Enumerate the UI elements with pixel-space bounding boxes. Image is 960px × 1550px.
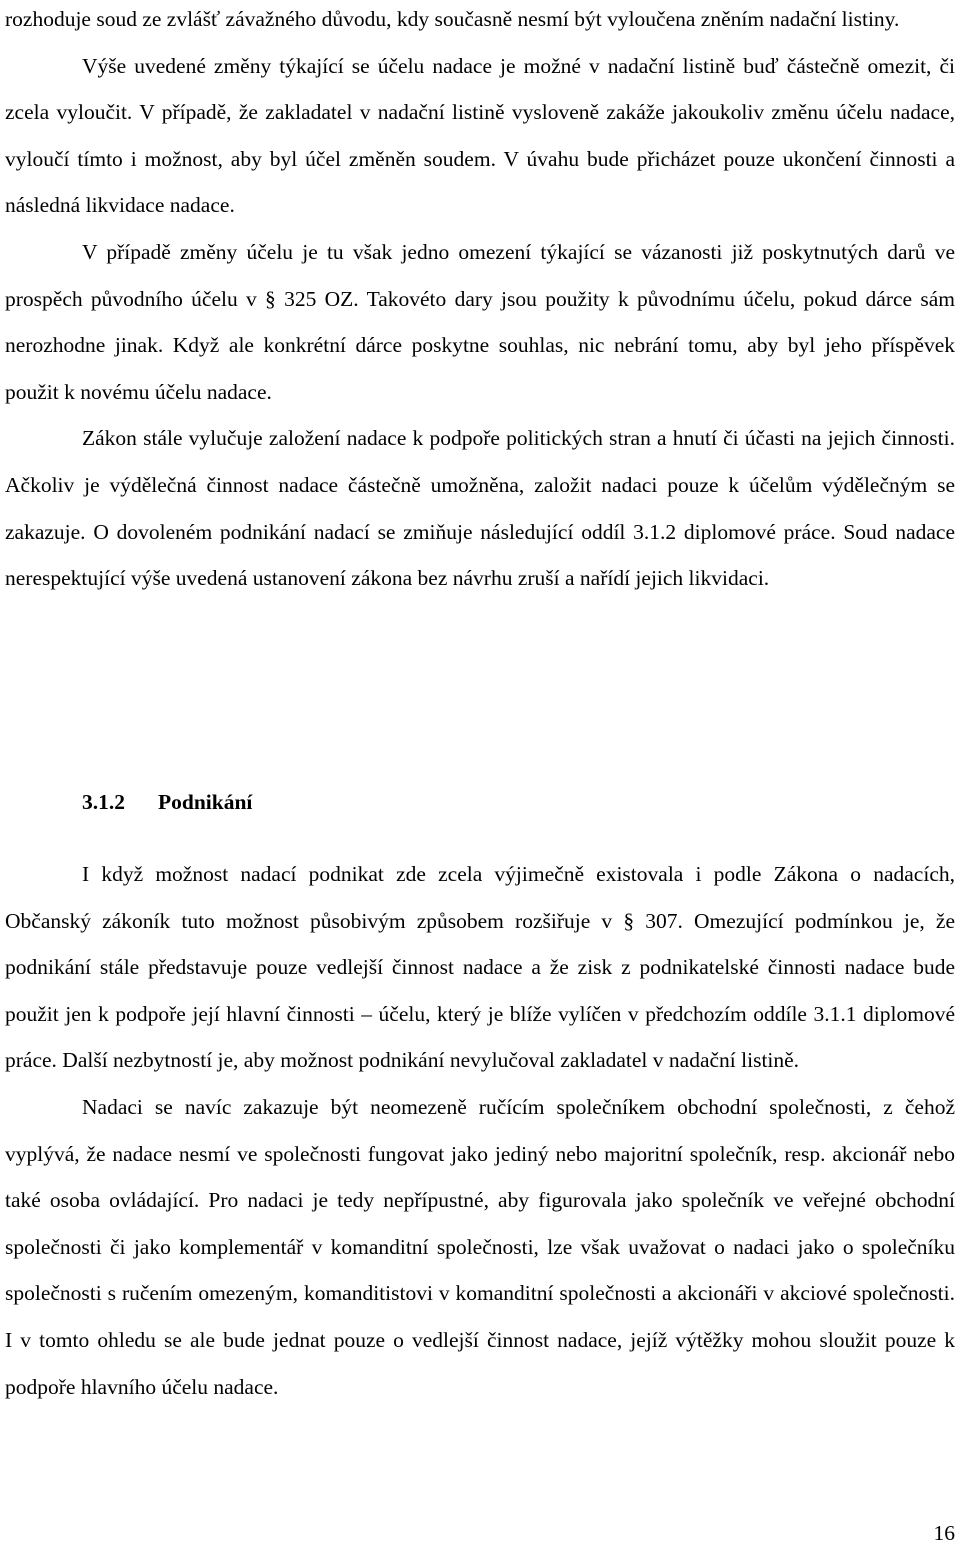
text-block-bottom (5, 851, 955, 1410)
text-block-top (5, 0, 955, 602)
paragraph-gifts-binding: V případě změny účelu je tu však jedno omezení týkající se vázanosti již poskytnutých darů ve prospěch původního účelu v § 325 OZ. Takovéto dary jsou použity k původnímu účelu, pokud dárce sám nerozhodne jinak. Když ale konkrétní dárce poskytne souhlas, nic nebrání tomu, aby byl jeho příspěvek použit k novému účelu nadace. (5, 239, 955, 404)
section-heading (82, 779, 252, 825)
section-number: 3.1.2 (82, 790, 125, 814)
paragraph-business-possibility: I když možnost nadací podnikat zde zcela výjimečně existovala i podle Zákona o nadacích, Občanský zákoník tuto možnost působivým způsobem rozšiřuje v § 307. Omezující podmínkou je, že podnikání stále představuje pouze vedlejší činnost nadace a že zisk z podnikatelské činnosti nadace bude použit jen k podpoře její hlavní činnosti – účelu, který je blíže vylíčen v předchozím oddíle 3.1.1 diplomové práce. Další nezbytností je, aby možnost podnikání nevylučoval zakladatel v nadační listině. (5, 862, 955, 1073)
paragraph-political-prohibition: Zákon stále vylučuje založení nadace k podpoře politických stran a hnutí či účasti na jejich činnosti. Ačkoliv je výdělečná činnost nadace částečně umožněna, založit nadaci pouze k účelům výdělečným se zakazuje. O dovoleném podnikání nadací se zmiňuje následující oddíl 3.1.2 diplomové práce. Soud nadace nerespektující výše uvedená ustanovení zákona bez návrhu zruší a nařídí jejich likvidaci. (5, 426, 955, 591)
paragraph-partner-restriction: Nadaci se navíc zakazuje být neomezeně ručícím společníkem obchodní společnosti, z čehož vyplývá, že nadace nesmí ve společnosti fungovat jako jediný nebo majoritní společník, resp. akcionář nebo také osoba ovládající. Pro nadaci je tedy nepřípustné, aby figurovala jako společník ve veřejné obchodní společnosti či jako komplementář v komanditní společnosti, lze však uvažovat o nadaci jako o společníku společnosti s ručením omezeným, komanditistovi v komanditní společnosti a akcionáři v akciové společnosti. I v tomto ohledu se ale bude jednat pouze o vedlejší činnost nadace, jejíž výtěžky mohou sloužit pouze k podpoře hlavního účelu nadace. (5, 1094, 955, 1399)
paragraph-purpose-change-exclusion: Výše uvedené změny týkající se účelu nadace je možné v nadační listině buď částečně omezit, či zcela vyloučit. V případě, že zakladatel v nadační listině vysloveně zakáže jakoukoliv změnu účelu nadace, vyloučí tímto i možnost, aby byl účel změněn soudem. V úvahu bude přicházet pouze ukončení činnosti a následná likvidace nadace. (5, 53, 955, 218)
section-title: Podnikání (158, 790, 253, 814)
paragraph-continuation: rozhoduje soud ze zvlášť závažného důvodu, kdy současně nesmí být vyloučena zněním nadační listiny. (5, 7, 900, 31)
page-number: 16 (933, 1521, 955, 1545)
